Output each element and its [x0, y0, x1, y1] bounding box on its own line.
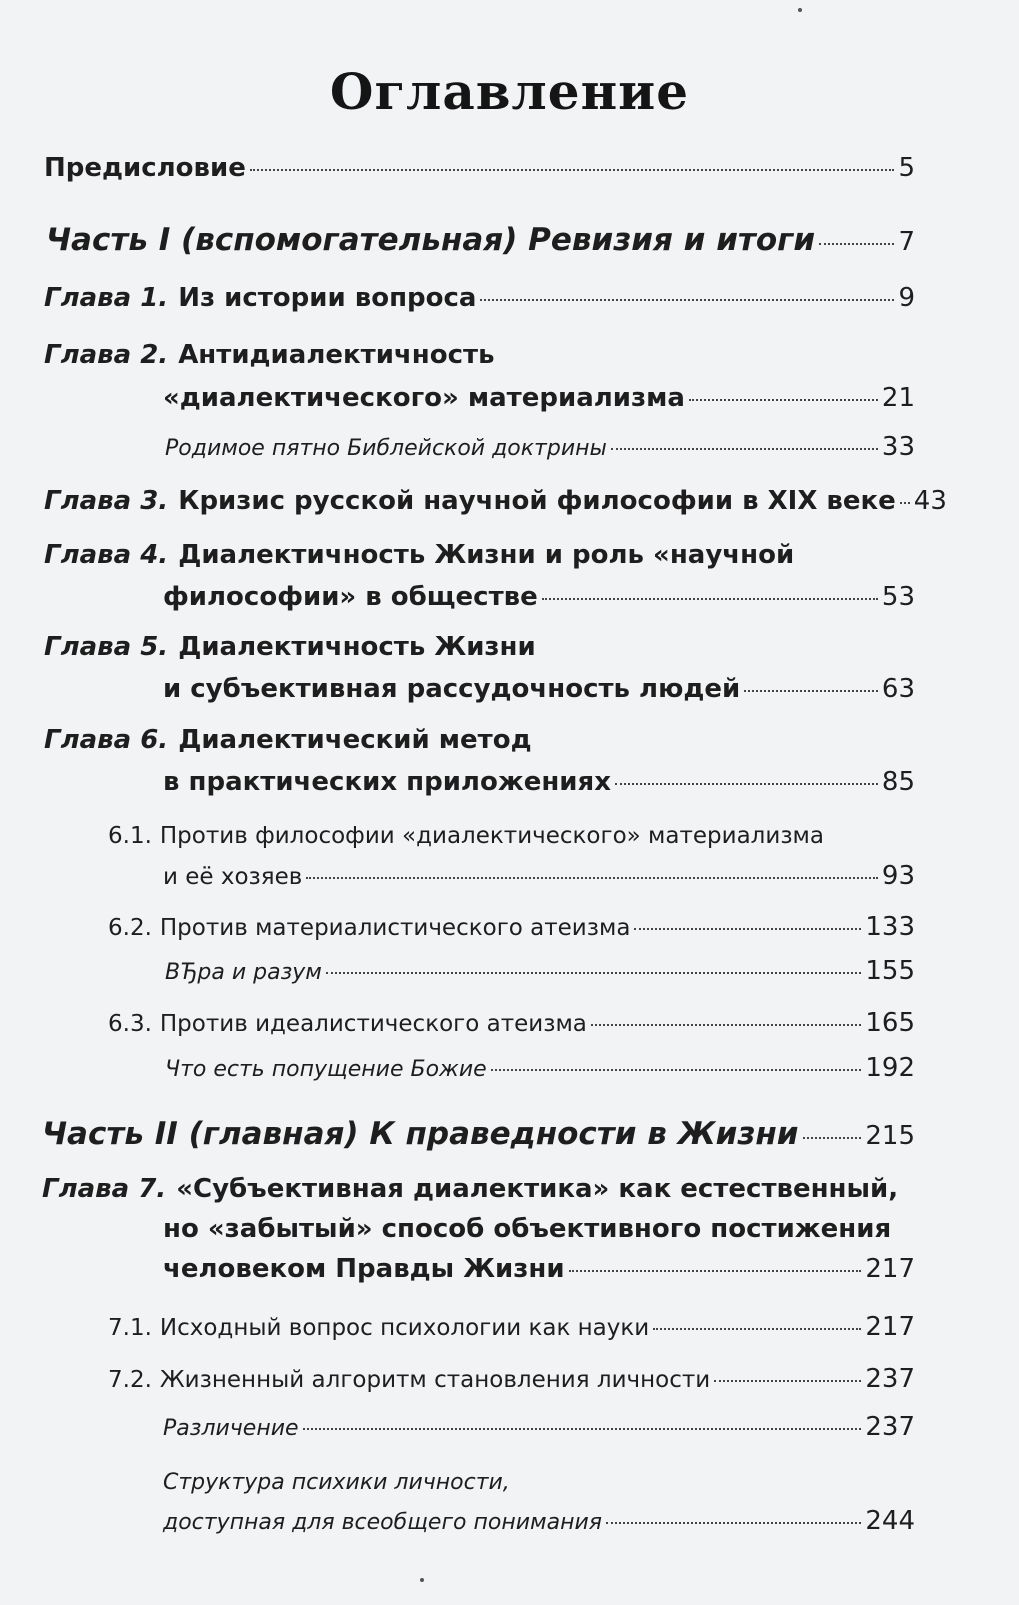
entry-text: Исходный вопрос психологии как науки	[159, 1315, 650, 1341]
entry-text-line-2: но «забытый» способ объективного постижения	[163, 1214, 892, 1244]
entry-text: Жизненный алгоритм становления личности	[159, 1367, 711, 1393]
page-number: 215	[865, 1121, 915, 1151]
entry-text: Различение	[163, 1416, 299, 1441]
toc-entry-chapter-7-line-2	[163, 1214, 891, 1244]
toc-entry-chapter-3	[44, 486, 947, 516]
leader-dots	[819, 243, 894, 245]
toc-entry-chapter-6	[44, 725, 532, 755]
toc-entry-chapter-2	[44, 340, 495, 370]
toc-entry-section-7-2	[108, 1364, 915, 1394]
page-number: 93	[881, 861, 915, 891]
toc-entry-part-1	[46, 222, 915, 258]
chapter-label: Глава 7.	[42, 1174, 167, 1204]
chapter-label: Глава 6.	[44, 725, 169, 755]
entry-text: Кризис русской научной философии в XIX веке	[178, 486, 896, 516]
section-number: 7.2.	[108, 1367, 152, 1393]
leader-dots	[634, 928, 861, 930]
entry-text-line-1: Диалектический метод	[178, 725, 532, 755]
page-number: 9	[898, 283, 915, 313]
leader-dots	[611, 448, 878, 450]
section-number: 6.2.	[108, 915, 152, 941]
leader-dots	[900, 502, 910, 504]
toc-entry-chapter-1	[44, 283, 915, 313]
entry-text-line-1: «Субъективная диалектика» как естественный,	[176, 1174, 899, 1204]
entry-text: Часть I (вспомогательная) Ревизия и итоги	[46, 222, 816, 258]
leader-dots	[714, 1380, 861, 1382]
page-number: 217	[865, 1312, 915, 1342]
toc-entry-part-2	[42, 1116, 915, 1152]
entry-text-line-1: Против философии «диалектического» материализма	[159, 823, 824, 849]
section-number: 7.1.	[108, 1315, 152, 1341]
entry-text-line-1: Диалектичность Жизни и роль «научной	[178, 540, 795, 570]
leader-dots	[303, 1428, 862, 1430]
toc-entry-chapter-5-cont	[163, 674, 915, 704]
leader-dots	[542, 598, 878, 600]
toc-entry-section-6-2	[108, 912, 915, 942]
toc-entry-section-7-2-sub-1	[163, 1412, 915, 1442]
entry-text: Против идеалистического атеизма	[159, 1011, 587, 1037]
entry-text-line-2: философии» в обществе	[163, 582, 538, 612]
page-number: 7	[898, 227, 915, 257]
leader-dots	[306, 877, 878, 879]
entry-text: Часть II (главная) К праведности в Жизни	[42, 1116, 799, 1152]
toc-entry-chapter-7-cont	[163, 1254, 915, 1284]
page-number: 237	[865, 1412, 915, 1442]
entry-text-line-3: человеком Правды Жизни	[163, 1254, 565, 1284]
leader-dots	[491, 1069, 862, 1071]
chapter-label: Глава 5.	[44, 632, 169, 662]
leader-dots	[569, 1270, 862, 1272]
page-number: 237	[865, 1364, 915, 1394]
chapter-label: Глава 2.	[44, 340, 169, 370]
entry-text-line-2: и её хозяев	[163, 864, 303, 890]
entry-text-line-1: Антидиалектичность	[178, 340, 495, 370]
leader-dots	[480, 299, 894, 301]
page-number: 33	[881, 432, 915, 462]
leader-dots	[250, 169, 895, 171]
page-number: 192	[865, 1053, 915, 1083]
toc-entry-section-7-2-sub-2-cont	[163, 1506, 915, 1536]
page-number: 217	[865, 1254, 915, 1284]
leader-dots	[615, 783, 878, 785]
toc-entry-section-6-1	[108, 823, 824, 849]
entry-text: Против материалистического атеизма	[159, 915, 631, 941]
chapter-label: Глава 3.	[44, 486, 169, 516]
leader-dots	[689, 399, 878, 401]
entry-text-line-2: «диалектического» материализма	[163, 383, 685, 413]
entry-text: Что есть попущение Божие	[165, 1057, 487, 1082]
entry-text: Из истории вопроса	[178, 283, 477, 313]
print-speck	[420, 1578, 424, 1582]
page-number: 53	[881, 582, 915, 612]
entry-text: Предисловие	[44, 153, 246, 183]
page-number: 133	[865, 912, 915, 942]
entry-text-line-1: Структура психики личности,	[163, 1470, 510, 1495]
toc-entry-chapter-4	[44, 540, 794, 570]
section-number: 6.3.	[108, 1011, 152, 1037]
toc-entry-section-7-2-sub-2	[163, 1470, 510, 1495]
leader-dots	[326, 972, 861, 974]
entry-text: Родимое пятно Библейской доктрины	[165, 436, 607, 461]
chapter-label: Глава 1.	[44, 283, 169, 313]
leader-dots	[653, 1328, 861, 1330]
entry-text: ВЂра и разум	[165, 960, 322, 985]
page-number: 5	[898, 153, 915, 183]
toc-entry-chapter-6-cont	[163, 767, 915, 797]
entry-text-line-1: Диалектичность Жизни	[178, 632, 536, 662]
page-title: Оглавление	[329, 62, 690, 121]
toc-entry-preface	[44, 153, 915, 183]
chapter-label: Глава 4.	[44, 540, 169, 570]
entry-text-line-2: в практических приложениях	[163, 767, 611, 797]
print-speck	[798, 8, 802, 12]
entry-text-line-2: и субъективная рассудочность людей	[163, 674, 741, 704]
toc-entry-section-7-1	[108, 1312, 915, 1342]
page-number: 21	[881, 383, 915, 413]
toc-entry-section-6-2-sub	[165, 956, 915, 986]
page-number: 155	[865, 956, 915, 986]
leader-dots	[803, 1137, 862, 1139]
toc-entry-section-6-3	[108, 1008, 915, 1038]
page-number: 43	[913, 486, 947, 516]
leader-dots	[606, 1522, 861, 1524]
leader-dots	[744, 690, 878, 692]
toc-entry-section-6-3-sub	[165, 1053, 915, 1083]
page-number: 165	[865, 1008, 915, 1038]
toc-entry-section-6-1-cont	[163, 861, 915, 891]
leader-dots	[591, 1024, 861, 1026]
toc-entry-chapter-2-sub	[165, 432, 915, 462]
entry-text-line-2: доступная для всеобщего понимания	[163, 1510, 602, 1535]
page-number: 244	[865, 1506, 915, 1536]
page-number: 85	[881, 767, 915, 797]
page-number: 63	[881, 674, 915, 704]
toc-entry-chapter-7	[42, 1174, 898, 1204]
toc-entry-chapter-4-cont	[163, 582, 915, 612]
toc-entry-chapter-5	[44, 632, 536, 662]
section-number: 6.1.	[108, 823, 152, 849]
toc-entry-chapter-2-cont	[163, 383, 915, 413]
